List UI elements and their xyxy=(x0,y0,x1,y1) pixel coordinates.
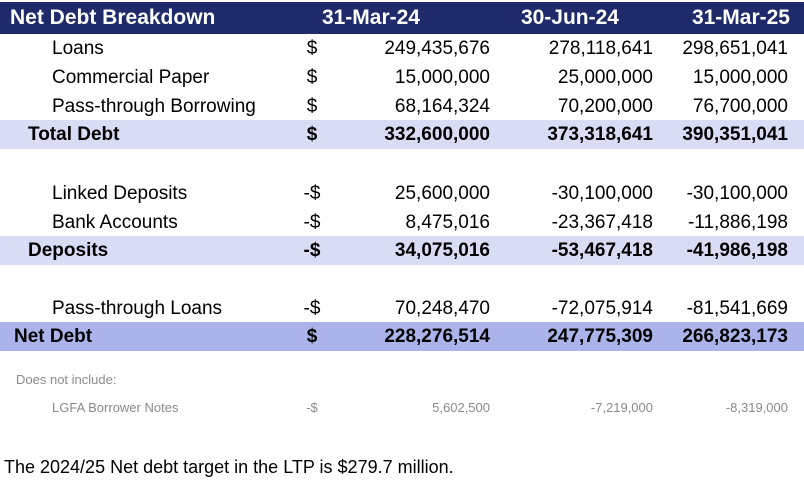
value-31-mar-25: -11,886,198 xyxy=(687,212,788,233)
column-header-30-jun-24: 30-Jun-24 xyxy=(520,6,619,29)
currency-symbol: $ xyxy=(306,96,318,117)
value-31-mar-25: 298,651,041 xyxy=(682,38,788,59)
currency-symbol: -$ xyxy=(303,298,321,319)
row-label: Linked Deposits xyxy=(52,183,188,204)
row-label: Commercial Paper xyxy=(52,67,210,88)
value-31-mar-25: -8,319,000 xyxy=(725,400,788,415)
table-header xyxy=(0,2,804,34)
row-label: Net Debt xyxy=(14,326,93,347)
table-row xyxy=(0,294,804,323)
value-31-mar-24: 70,248,470 xyxy=(394,298,490,319)
table-row xyxy=(0,208,804,237)
total-debt-row xyxy=(0,120,804,149)
value-30-jun-24: 373,318,641 xyxy=(547,124,653,145)
currency-symbol: -$ xyxy=(303,183,321,204)
value-30-jun-24: -53,467,418 xyxy=(551,240,653,261)
row-label: Pass-through Loans xyxy=(52,298,223,319)
value-31-mar-25: 15,000,000 xyxy=(692,67,788,88)
value-31-mar-24: 8,475,016 xyxy=(405,212,490,233)
value-30-jun-24: -30,100,000 xyxy=(551,183,653,204)
table-row xyxy=(0,92,804,121)
table-row xyxy=(0,63,804,92)
table-row xyxy=(0,179,804,208)
value-31-mar-25: -41,986,198 xyxy=(686,240,788,261)
currency-symbol: $ xyxy=(306,326,318,347)
value-31-mar-25: 390,351,041 xyxy=(682,124,788,145)
row-label: Bank Accounts xyxy=(52,212,178,233)
exclusions-heading: Does not include: xyxy=(16,372,117,387)
value-31-mar-24: 15,000,000 xyxy=(394,67,490,88)
value-30-jun-24: 278,118,641 xyxy=(548,38,653,59)
value-30-jun-24: 70,200,000 xyxy=(557,96,653,117)
value-31-mar-24: 228,276,514 xyxy=(384,326,490,347)
value-31-mar-24: 5,602,500 xyxy=(432,400,490,415)
exclusions-heading-row xyxy=(0,368,804,392)
currency-symbol: -$ xyxy=(303,212,321,233)
row-label: Deposits xyxy=(28,240,109,261)
column-header-31-mar-24: 31-Mar-24 xyxy=(321,6,420,29)
net-debt-row xyxy=(0,322,804,351)
value-31-mar-24: 68,164,324 xyxy=(394,96,490,117)
value-31-mar-25: -81,541,669 xyxy=(686,298,788,319)
value-31-mar-25: -30,100,000 xyxy=(686,183,788,204)
row-label: Pass-through Borrowing xyxy=(52,96,256,117)
row-label: Total Debt xyxy=(28,124,120,145)
table-row xyxy=(0,34,804,63)
row-label: LGFA Borrower Notes xyxy=(52,400,179,415)
currency-symbol: -$ xyxy=(303,240,321,261)
value-30-jun-24: -7,219,000 xyxy=(590,400,653,415)
table-title: Net Debt Breakdown xyxy=(10,6,216,29)
value-30-jun-24: 247,775,309 xyxy=(547,326,653,347)
value-30-jun-24: 25,000,000 xyxy=(557,67,653,88)
value-31-mar-24: 249,435,676 xyxy=(384,38,490,59)
value-31-mar-24: 332,600,000 xyxy=(384,124,490,145)
footnote: The 2024/25 Net debt target in the LTP is $279.7 million. xyxy=(4,457,454,477)
exclusion-row xyxy=(0,396,804,420)
value-31-mar-24: 25,600,000 xyxy=(394,183,490,204)
value-30-jun-24: -23,367,418 xyxy=(551,212,653,233)
value-31-mar-25: 76,700,000 xyxy=(692,96,788,117)
currency-symbol: $ xyxy=(306,38,318,59)
row-label: Loans xyxy=(52,38,104,59)
value-30-jun-24: -72,075,914 xyxy=(551,298,653,319)
value-31-mar-24: 34,075,016 xyxy=(394,240,490,261)
value-31-mar-25: 266,823,173 xyxy=(682,326,788,347)
currency-symbol: -$ xyxy=(306,400,318,415)
column-header-31-mar-25: 31-Mar-25 xyxy=(691,6,790,29)
currency-symbol: $ xyxy=(306,124,318,145)
deposits-row xyxy=(0,236,804,265)
currency-symbol: $ xyxy=(306,67,318,88)
